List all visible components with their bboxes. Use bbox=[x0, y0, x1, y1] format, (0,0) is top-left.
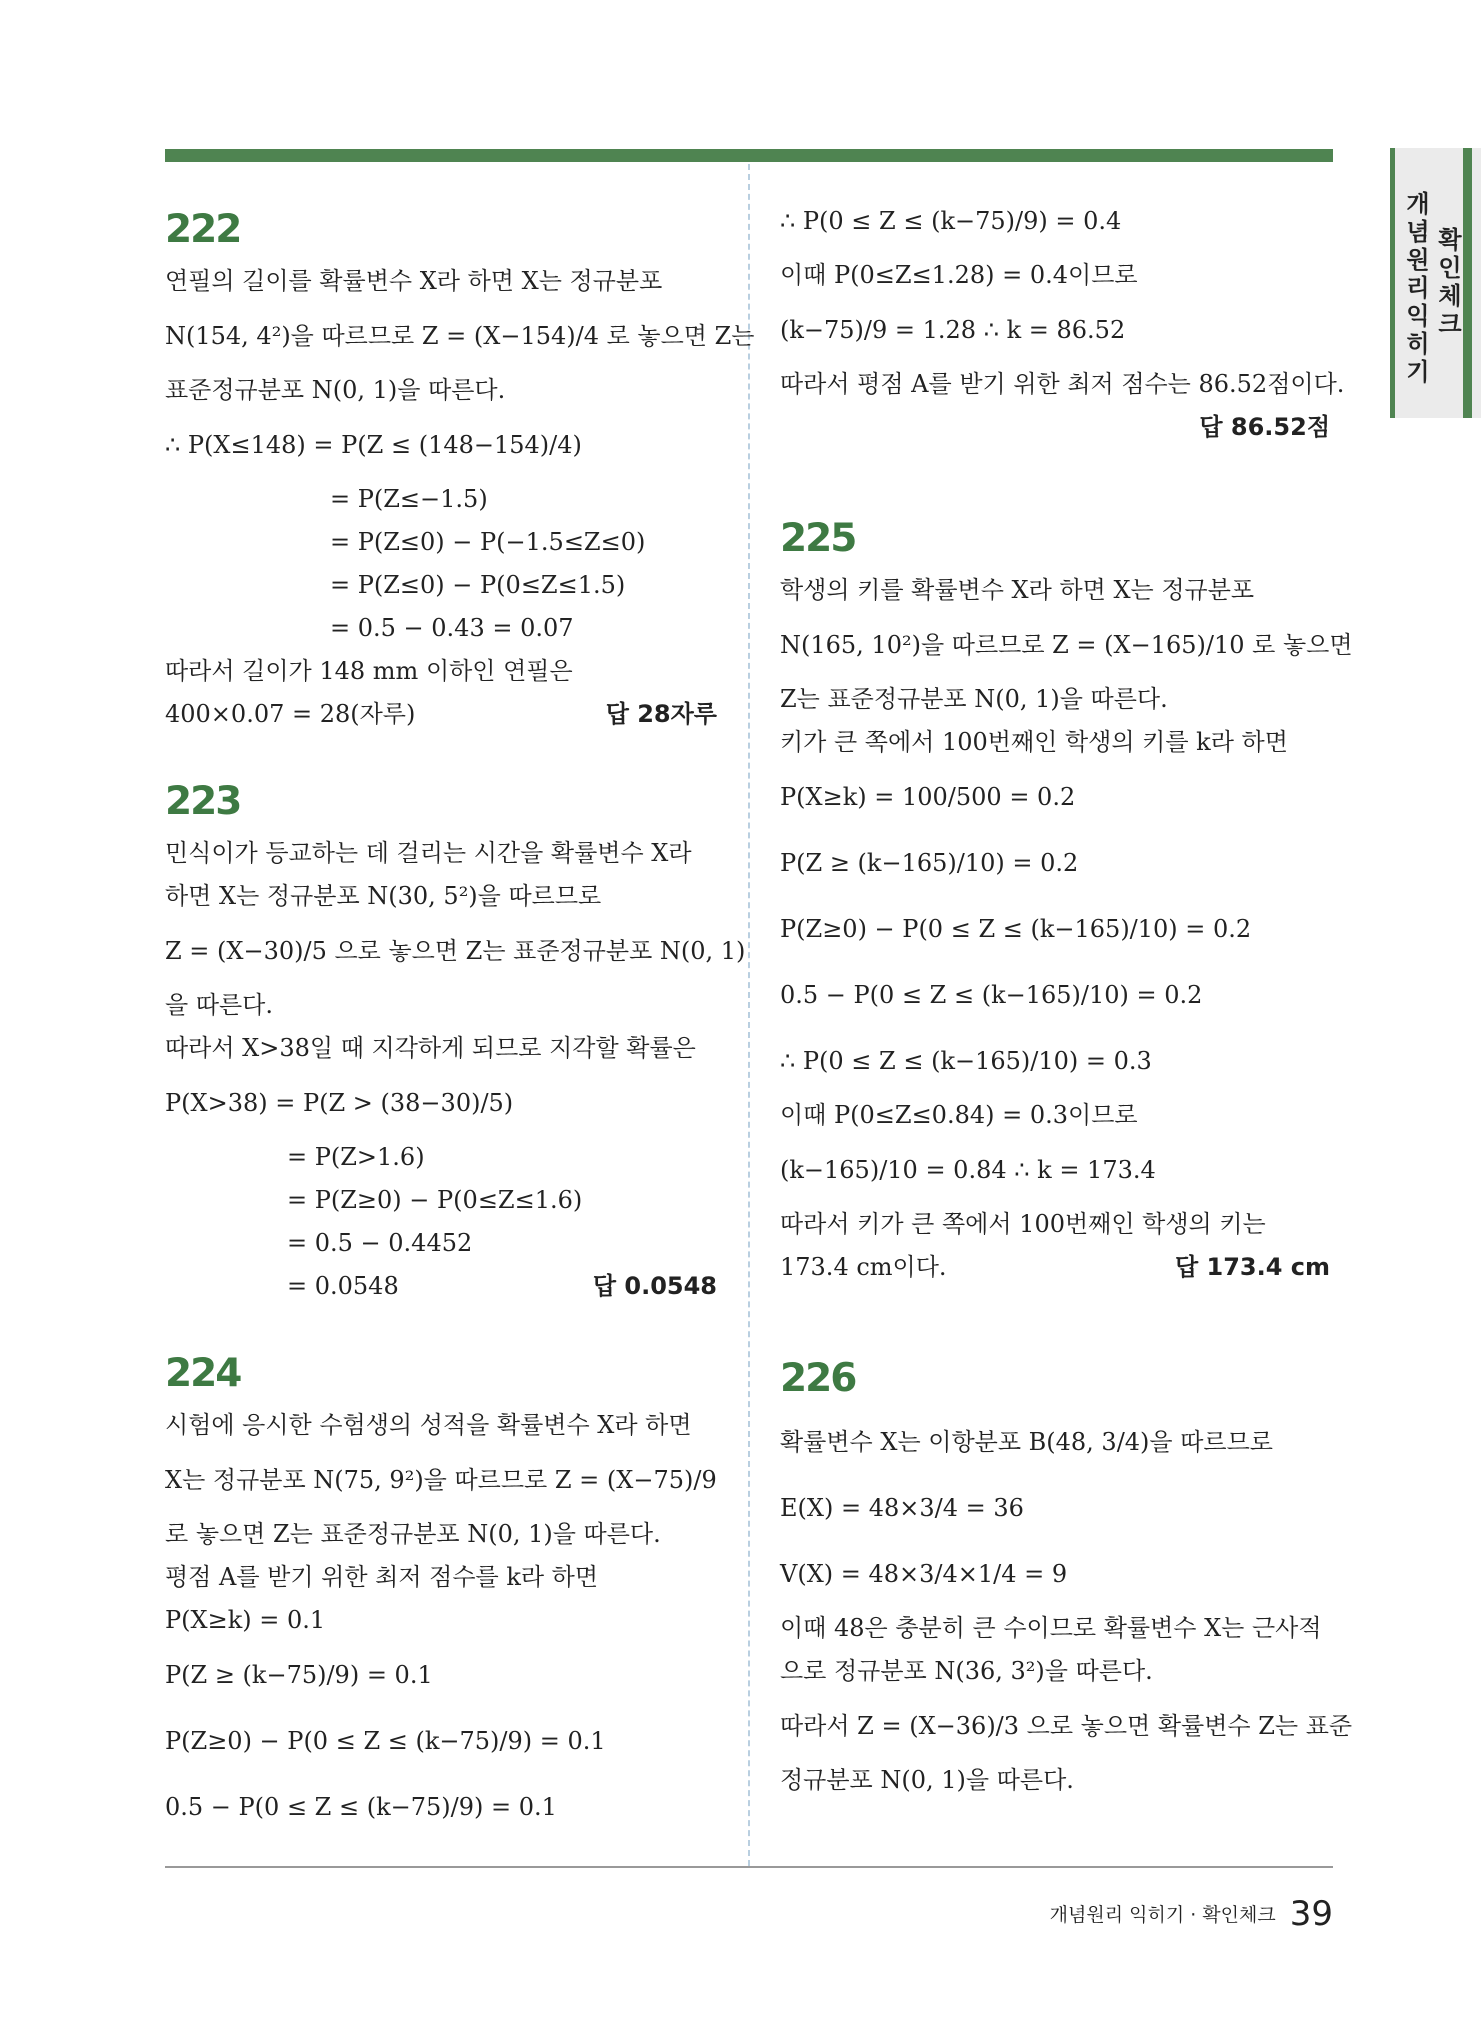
problem-225 bbox=[780, 509, 1353, 1289]
solution-line: = P(Z≤0) − P(0≤Z≤1.5) bbox=[330, 571, 626, 599]
solution-line: 따라서 키가 큰 쪽에서 100번째인 학생의 키는 bbox=[780, 1210, 1266, 1238]
problem-222 bbox=[165, 200, 755, 736]
solution-line: Z는 표준정규분포 N(0, 1)을 따른다. bbox=[780, 685, 1168, 713]
solution-line: P(X≥k) = 0.1 bbox=[165, 1606, 326, 1634]
solution-last-line bbox=[165, 693, 717, 736]
answer-line bbox=[780, 406, 1330, 449]
solution-line: P(Z ≥ (k−165)/10) = 0.2 bbox=[780, 849, 1079, 877]
top-green-bar bbox=[165, 149, 1333, 162]
solution-line: 키가 큰 쪽에서 100번째인 학생의 키를 k라 하면 bbox=[780, 728, 1288, 756]
solution-line: N(165, 10²)을 따르므로 Z = (X−165)/10 로 놓으면 bbox=[780, 631, 1353, 659]
solution-line: P(X>38) = P(Z > (38−30)/5) bbox=[165, 1089, 514, 1117]
solution-line: (k−75)/9 = 1.28 ∴ k = 86.52 bbox=[780, 316, 1126, 344]
side-tab-stripe bbox=[1463, 148, 1472, 418]
solution-line: E(X) = 48×3/4 = 36 bbox=[780, 1494, 1024, 1522]
solution-line: 이때 P(0≤Z≤1.28) = 0.4이므로 bbox=[780, 261, 1138, 289]
solution-line: P(Z ≥ (k−75)/9) = 0.1 bbox=[165, 1661, 433, 1689]
spacer bbox=[780, 1289, 1330, 1349]
solution-line: 확률변수 X는 이항분포 B(48, 3/4)을 따르므로 bbox=[780, 1428, 1273, 1456]
solution-line: 평점 A를 받기 위한 최저 점수를 k라 하면 bbox=[165, 1563, 599, 1591]
problem-number: 222 bbox=[165, 207, 241, 252]
spacer bbox=[780, 449, 1330, 509]
solution-line: 정규분포 N(0, 1)을 따른다. bbox=[780, 1766, 1074, 1794]
problem-number: 223 bbox=[165, 779, 241, 824]
answer-badge: 답 173.4 cm bbox=[1174, 1253, 1330, 1281]
solution-last-line bbox=[780, 1246, 1330, 1289]
solution-line: 따라서 X>38일 때 지각하게 되므로 지각할 확률은 bbox=[165, 1034, 696, 1062]
solution-line: Z = (X−30)/5 으로 놓으면 Z는 표준정규분포 N(0, 1) bbox=[165, 937, 746, 965]
solution-line: = 0.5 − 0.4452 bbox=[287, 1229, 473, 1257]
solution-line: X는 정규분포 N(75, 9²)을 따르므로 Z = (X−75)/9 bbox=[165, 1466, 717, 1494]
left-column bbox=[165, 200, 755, 1840]
answer-badge: 답 28자루 bbox=[605, 700, 717, 728]
solution-line: (k−165)/10 = 0.84 ∴ k = 173.4 bbox=[780, 1156, 1156, 1184]
problem-number: 226 bbox=[780, 1356, 856, 1401]
solution-line: V(X) = 48×3/4×1/4 = 9 bbox=[780, 1560, 1068, 1588]
solution-line: ∴ P(0 ≤ Z ≤ (k−75)/9) = 0.4 bbox=[780, 207, 1122, 235]
solution-line: 이때 48은 충분히 큰 수이므로 확률변수 X는 근사적 bbox=[780, 1614, 1322, 1642]
spacer bbox=[165, 1308, 717, 1344]
solution-line: 로 놓으면 Z는 표준정규분포 N(0, 1)을 따른다. bbox=[165, 1520, 661, 1548]
solution-line: = P(Z≤−1.5) bbox=[330, 485, 488, 513]
solution-line: 이때 P(0≤Z≤0.84) = 0.3이므로 bbox=[780, 1101, 1138, 1129]
solution-line: 표준정규분포 N(0, 1)을 따른다. bbox=[165, 376, 506, 404]
side-chapter-tab bbox=[1390, 148, 1481, 418]
bottom-rule bbox=[165, 1866, 1333, 1868]
page-number: 39 bbox=[1289, 1894, 1333, 1934]
problem-223 bbox=[165, 772, 746, 1308]
solution-line: 을 따른다. bbox=[165, 991, 273, 1019]
right-column bbox=[780, 188, 1353, 1802]
solution-line: P(Z≥0) − P(0 ≤ Z ≤ (k−165)/10) = 0.2 bbox=[780, 915, 1252, 943]
solution-line: 학생의 키를 확률변수 X라 하면 X는 정규분포 bbox=[780, 576, 1255, 604]
problem-226 bbox=[780, 1349, 1353, 1802]
solution-line: 시험에 응시한 수험생의 성적을 확률변수 X라 하면 bbox=[165, 1411, 692, 1439]
problem-224-continued bbox=[780, 188, 1345, 449]
solution-line: = P(Z≤0) − P(−1.5≤Z≤0) bbox=[330, 528, 646, 556]
solution-line: = P(Z>1.6) bbox=[287, 1143, 425, 1171]
solution-line: P(Z≥0) − P(0 ≤ Z ≤ (k−75)/9) = 0.1 bbox=[165, 1727, 606, 1755]
page-footer bbox=[1050, 1894, 1333, 1934]
solution-line: 0.5 − P(0 ≤ Z ≤ (k−75)/9) = 0.1 bbox=[165, 1793, 557, 1821]
solution-line: 400×0.07 = 28(자루) bbox=[165, 700, 416, 728]
footer-title: 개념원리 익히기 · 확인체크 bbox=[1049, 1904, 1276, 1926]
solution-line: 0.5 − P(0 ≤ Z ≤ (k−165)/10) = 0.2 bbox=[780, 981, 1203, 1009]
solution-line: 으로 정규분포 N(36, 3²)을 따른다. bbox=[780, 1657, 1153, 1685]
solution-line: 민식이가 등교하는 데 걸리는 시간을 확률변수 X라 bbox=[165, 839, 692, 867]
solution-line: = P(Z≥0) − P(0≤Z≤1.6) bbox=[287, 1186, 583, 1214]
solution-line: ∴ P(X≤148) = P(Z ≤ (148−154)/4) bbox=[165, 431, 582, 459]
solution-line: P(X≥k) = 100/500 = 0.2 bbox=[780, 783, 1076, 811]
answer-badge: 답 86.52점 bbox=[1199, 413, 1330, 441]
problem-number: 225 bbox=[780, 516, 856, 561]
spacer bbox=[165, 736, 717, 772]
problem-224 bbox=[165, 1344, 717, 1840]
side-tab-line2: 확인체크 bbox=[1438, 226, 1462, 338]
solution-line: 따라서 Z = (X−36)/3 으로 놓으면 확률변수 Z는 표준 bbox=[780, 1712, 1353, 1740]
problem-number: 224 bbox=[165, 1351, 241, 1396]
solution-line: = 0.0548 bbox=[287, 1272, 399, 1300]
solution-line: 따라서 평점 A를 받기 위한 최저 점수는 86.52점이다. bbox=[780, 370, 1345, 398]
solution-line: N(154, 4²)을 따르므로 Z = (X−154)/4 로 놓으면 Z는 bbox=[165, 322, 755, 350]
solution-line: = 0.5 − 0.43 = 0.07 bbox=[330, 614, 574, 642]
side-tab-line1: 개념원리 익히기 bbox=[1406, 190, 1430, 386]
answer-badge: 답 0.0548 bbox=[592, 1272, 717, 1300]
column-divider bbox=[748, 164, 750, 1866]
solution-line: 연필의 길이를 확률변수 X라 하면 X는 정규분포 bbox=[165, 267, 663, 295]
solution-line: 따라서 길이가 148 mm 이하인 연필은 bbox=[165, 657, 573, 685]
solution-line: 173.4 cm이다. bbox=[780, 1253, 947, 1281]
solution-line: ∴ P(0 ≤ Z ≤ (k−165)/10) = 0.3 bbox=[780, 1047, 1152, 1075]
solution-last-line bbox=[165, 1265, 717, 1308]
solution-line: 하면 X는 정규분포 N(30, 5²)을 따르므로 bbox=[165, 882, 602, 910]
